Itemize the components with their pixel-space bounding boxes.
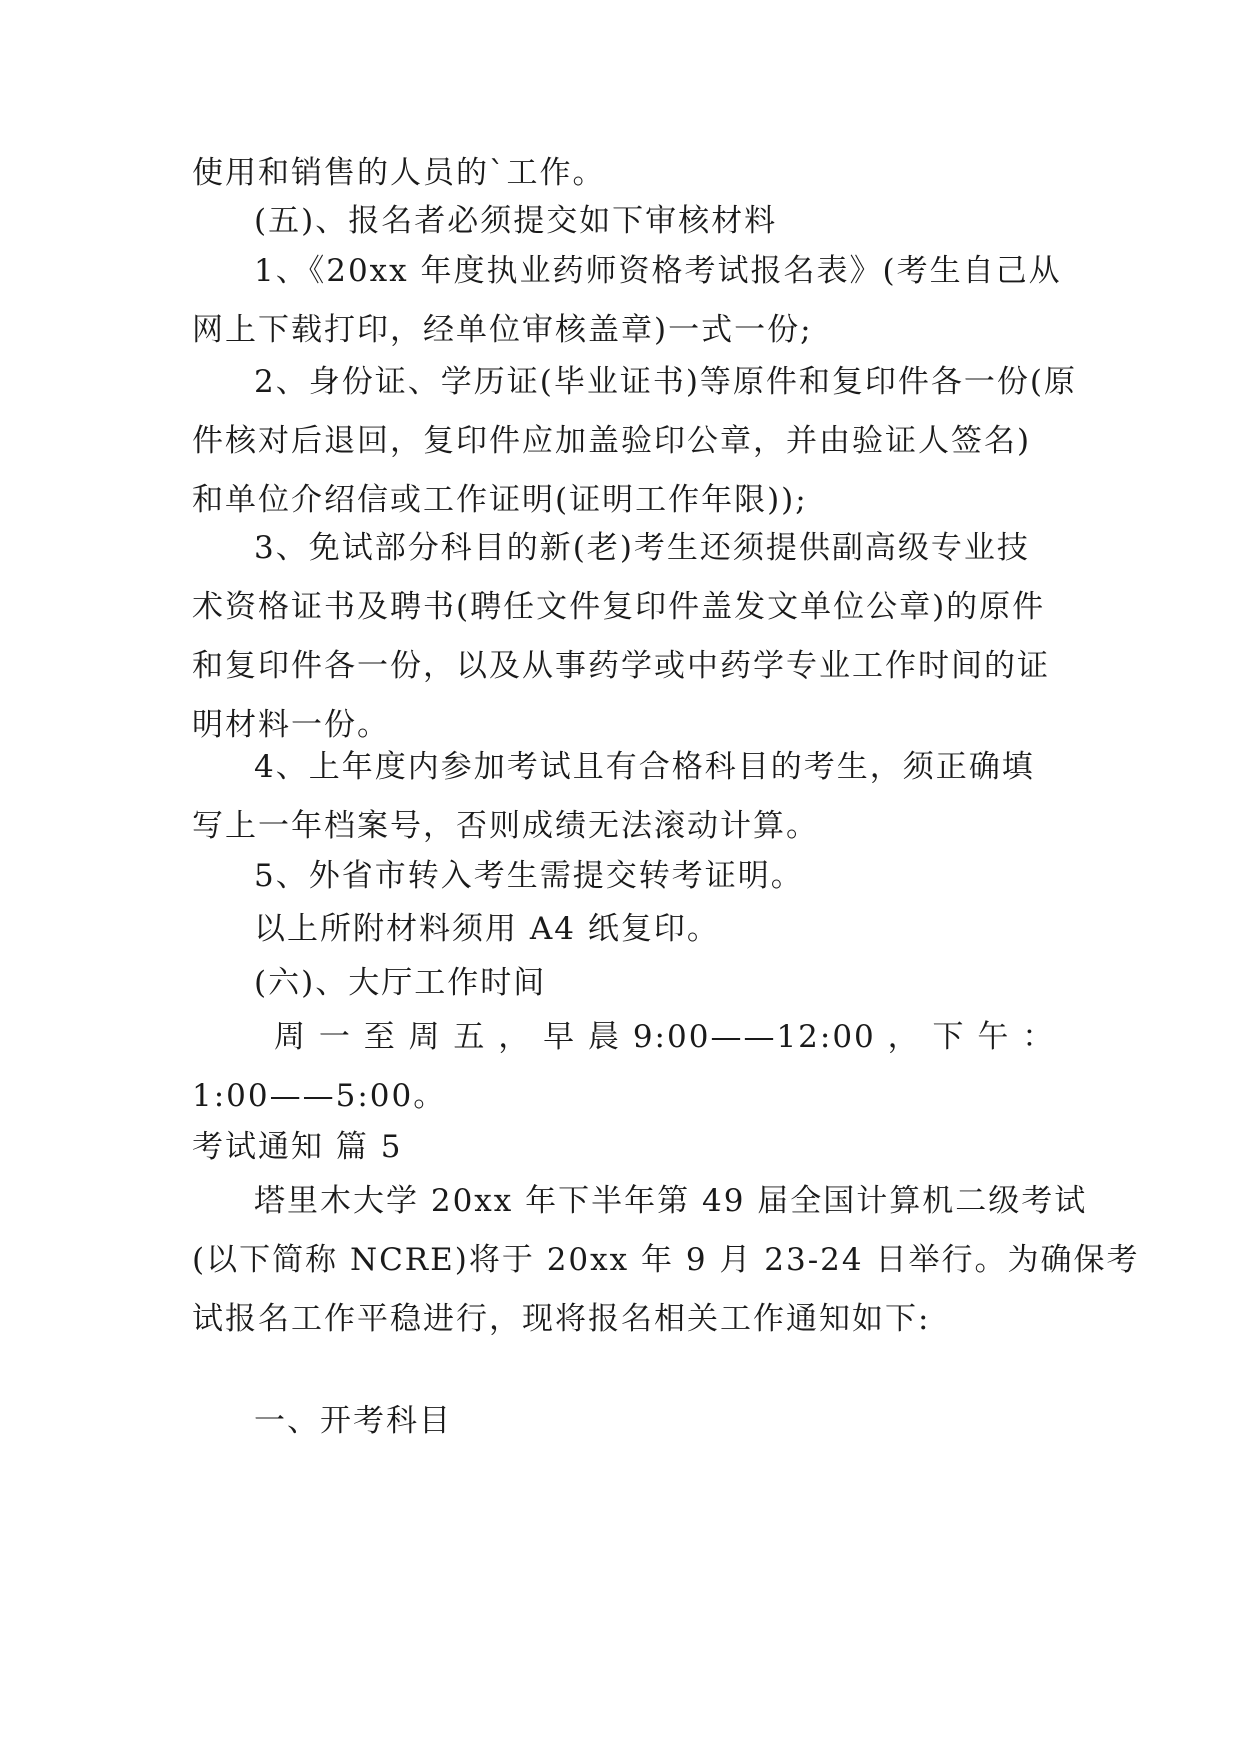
text-line: 塔里木大学 20xx 年下半年第 49 届全国计算机二级考试 <box>254 1183 1088 1219</box>
text-line: 件核对后退回，复印件应加盖验印公章，并由验证人签名) <box>192 423 1032 459</box>
text-line: 术资格证书及聘书(聘任文件复印件盖发文单位公章)的原件 <box>192 589 1046 625</box>
text-line: 3、免试部分科目的新(老)考生还须提供副高级专业技 <box>254 530 1030 566</box>
item-1-registration-form <box>192 242 1062 360</box>
text-line: 明材料一份。 <box>192 707 390 743</box>
text-line: (以下简称 NCRE)将于 20xx 年 9 月 23-24 日举行。为确保考 <box>192 1242 1140 1278</box>
item-4-archive-number <box>192 738 1047 856</box>
text-line: 1:00——5:00。 <box>192 1078 447 1114</box>
text-line: 1、《20xx 年度执业药师资格考试报名表》(考生自己从 <box>254 253 1062 289</box>
text-line: 一、开考科目 <box>254 1403 452 1439</box>
text-line: 以上所附材料须用 A4 纸复印。 <box>254 911 720 947</box>
office-hours <box>192 1008 1056 1126</box>
text-line: 4、上年度内参加考试且有合格科目的考生，须正确填 <box>254 749 1035 785</box>
text-line: 2、身份证、学历证(毕业证书)等原件和复印件各一份(原 <box>254 364 1078 400</box>
exam-subjects-heading <box>192 1392 1047 1451</box>
item-2-id-documents <box>192 353 1078 530</box>
text-line: 周 一 至 周 五 ， 早 晨 9:00——12:00 ， 下 午 ： <box>274 1019 1056 1055</box>
text-line: 试报名工作平稳进行，现将报名相关工作通知如下: <box>192 1301 931 1337</box>
paper-size-note <box>192 900 1047 959</box>
text-line: 使用和销售的人员的`工作。 <box>192 155 606 191</box>
text-line: 写上一年档案号，否则成绩无法滚动计算。 <box>192 808 819 844</box>
notice-heading <box>192 1118 1047 1177</box>
section-six-heading <box>192 954 1047 1013</box>
text-line: 5、外省市转入考生需提交转考证明。 <box>254 858 804 894</box>
text-line: 和复印件各一份，以及从事药学或中药学专业工作时间的证 <box>192 648 1050 684</box>
item-3-exemption-documents <box>192 519 1050 755</box>
text-line: (五)、报名者必须提交如下审核材料 <box>254 203 778 239</box>
text-line: (六)、大厅工作时间 <box>254 965 547 1001</box>
ncre-intro-paragraph <box>192 1172 1140 1349</box>
text-line: 考试通知 篇 5 <box>192 1129 403 1165</box>
item-5-transfer-proof <box>192 847 1047 906</box>
text-line: 网上下载打印，经单位审核盖章)一式一份; <box>192 312 813 348</box>
text-line: 和单位介绍信或工作证明(证明工作年限)); <box>192 482 808 518</box>
